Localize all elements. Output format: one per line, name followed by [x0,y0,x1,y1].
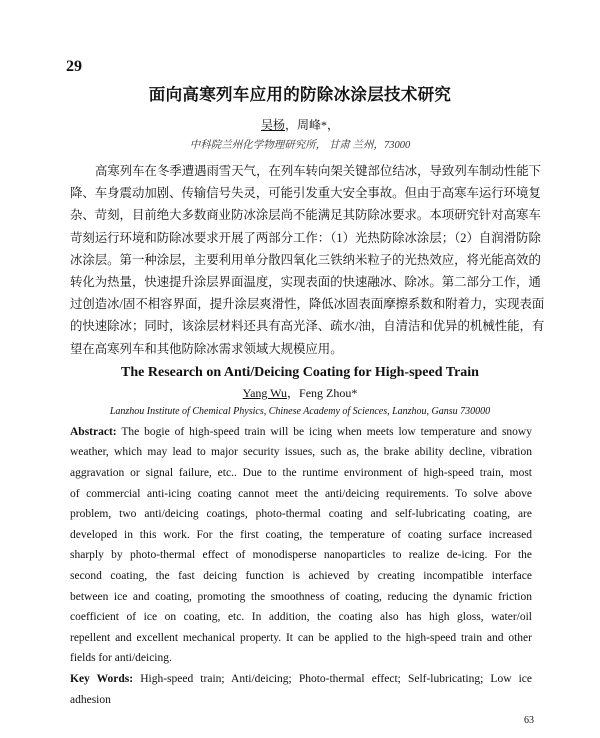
abstract-line: 望在高寒列车和其他防除冰需求领域大规模应用。 [70,341,343,356]
abstract-line: of commercial anti-icing coating cannot meet the anti/deicing requirements. To solve above [70,487,532,500]
abstract-line: sharply by photo-thermal effect of monodisperse nanoparticles to realize de-icing. For the [70,549,532,562]
english-affiliation: Lanzhou Institute of Chemical Physics, Chinese Academy of Sciences, Lanzhou, Gansu 730000 [109,405,491,417]
page-number: 63 [524,715,534,727]
keywords-line: adhesion [70,693,111,706]
chinese-abstract [70,160,545,360]
chinese-authors [0,116,600,134]
keywords-text: High-speed train; Anti/deicing; Photo-thermal effect; Self-lubricating; Low ice [133,672,532,685]
section-number: 29 [66,58,82,75]
chinese-affiliation: 中科院兰州化学物理研究所， 甘肃 兰州，73000 [189,140,411,151]
abstract-label: Abstract: [70,425,117,438]
abstract-first-text: The bogie of high-speed train will be icing when meets low temperature and snowy [116,425,532,438]
abstract-line: problem, two anti/deicing coatings, photo-thermal coating and self-lubricating coating, are [70,508,532,521]
keywords-line [70,669,532,690]
abstract-line: aggravation or signal failure, etc.. Due to the runtime environment of high-speed train, most [70,467,532,480]
abstract-line: 苛刻运行环境和防除冰要求开展了两部分工作：（1）光热防除冰涂层；（2）自润滑防除 [70,230,541,245]
chinese-title: 面向高寒列车应用的防除冰涂层技术研究 [148,85,452,104]
english-title: The Research on Anti/Deicing Coating for High-speed Train [121,364,479,380]
abstract-line [70,422,532,443]
abstract-line: weather, which may lead to major security issues, such as, the brake ability decline, vibration [70,446,532,459]
abstract-line: second coating, the fast deicing function is achieved by creating incompatible interface [70,569,532,582]
author-separator: ， [284,118,297,132]
keywords-label: Key Words: [70,672,134,685]
english-abstract [70,422,532,710]
english-author-1: Yang Wu [242,385,288,400]
abstract-line: 高寒列车在冬季遭遇雨雪天气，在列车转向架关键部位结冰，导致列车制动性能下 [95,164,542,178]
english-authors [0,384,600,403]
abstract-line: fields for anti/deicing. [70,652,172,665]
abstract-line: 的快速除冰；同时，该涂层材料还具有高光泽、疏水/油，自清洁和优异的机械性能，有 [70,319,545,334]
abstract-line: developed in this work. For the first coating, the temperature of coating surface increased [70,528,532,541]
chinese-author-1: 吴杨 [260,118,285,132]
abstract-line: between ice and coating, promoting the smoothness of coating, reducing the dynamic friction [70,590,532,603]
abstract-line: 转化为热量，快速提升涂层界面温度，实现表面的快速融冰、除冰。第二部分工作，通 [70,275,541,290]
abstract-line: 降、车身震动加剧、传输信号失灵，可能引发重大安全事故。但由于高寒车运行环境复 [70,186,541,201]
abstract-line: 过创造冰/固不相容界面，提升涂层爽滑性，降低冰固表面摩擦系数和附着力，实现表面 [70,297,545,312]
english-author-2: ，Feng Zhou* [287,385,358,400]
chinese-author-2: 周峰*， [297,118,340,132]
abstract-line: repellent and excellent mechanical property. It can be applied to the high-speed train and other [70,631,532,644]
abstract-line: 杂、苛刻，目前绝大多数商业防冰涂层尚不能满足其防除冰要求。本项研究针对高寒车 [70,208,541,223]
abstract-line: 冰涂层。第一种涂层，主要利用单分散四氧化三铁纳米粒子的光热效应，将光能高效的 [70,252,541,267]
abstract-line: coefficient of ice on coating, etc. In addition, the coating also has high gloss, water/oil [70,611,532,624]
